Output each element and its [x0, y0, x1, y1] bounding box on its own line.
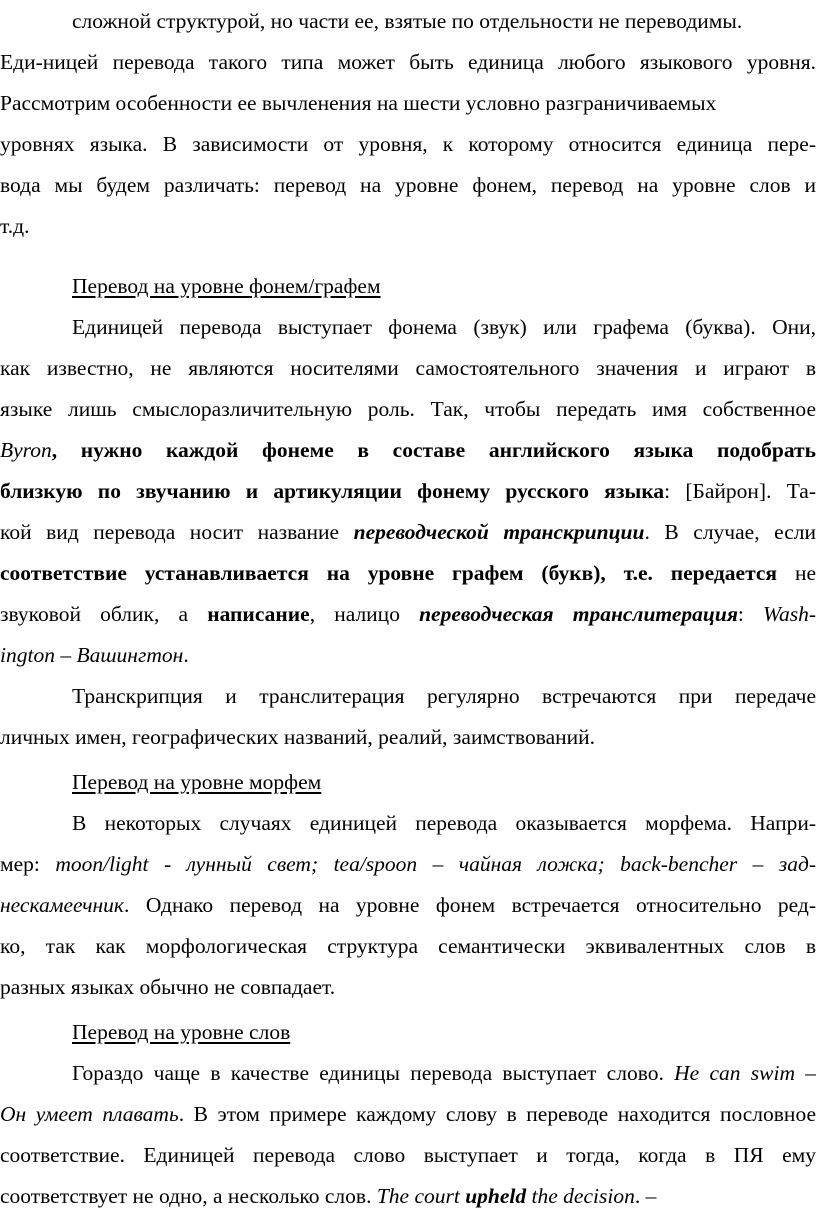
text-line: Еди-ницей перевода такого типа может быть единица любого языкового уровня.	[0, 50, 816, 74]
text-line: ко, так как морфологическая структура семантически эквивалентных слов в	[0, 934, 816, 958]
text-line: Рассмотрим особенности ее вычленения на шести условно разграничиваемых	[0, 91, 717, 115]
text-line: Транскрипция и транслитерация регулярно встречаются при передаче	[72, 684, 816, 708]
text-line: разных языках обычно не совпадает.	[0, 975, 336, 999]
text-line: соответствие. Единицей перевода слово выступает и тогда, когда в ПЯ ему	[0, 1143, 816, 1167]
section-heading-phonemes: Перевод на уровне фонем/графем	[72, 274, 381, 298]
text-line: Единицей перевода выступает фонема (звук) или графема (буква). Они,	[72, 315, 816, 339]
text-line: ington – Вашингтон.	[0, 643, 189, 667]
text-line: уровнях языка. В зависимости от уровня, к которому относится единица пере-	[0, 132, 816, 156]
text-line: Он умеет плавать. В этом примере каждому слову в переводе находится пословное	[0, 1102, 816, 1126]
text-line: нескамеечник. Однако перевод на уровне фонем встречается относительно ред-	[0, 893, 816, 917]
text-line: кой вид перевода носит название переводческой транскрипции. В случае, если	[0, 520, 816, 544]
text-line: звуковой облик, а написание, налицо переводческая транслитерация: Wash-	[0, 602, 816, 626]
text-line: мер: moon/light - лунный свет; tea/spoon – чайная ложка; back-bencher – зад-	[0, 852, 816, 876]
text-line: соответствие устанавливается на уровне графем (букв), т.е. передается не	[0, 561, 816, 585]
text-line: В некоторых случаях единицей перевода оказывается морфема. Напри-	[72, 811, 816, 835]
text-line: вода мы будем различать: перевод на уровне фонем, перевод на уровне слов и	[0, 173, 816, 197]
text-line: личных имен, географических названий, реалий, заимствований.	[0, 725, 596, 749]
text-line: Byron, нужно каждой фонеме в составе английского языка подобрать	[0, 438, 816, 462]
text-line: близкую по звучанию и артикуляции фонему русского языка: [Байрон]. Та-	[0, 479, 816, 503]
text-line: языке лишь смыслоразличительную роль. Так, чтобы передать имя собственное	[0, 397, 816, 421]
text-line: соответствует не одно, а несколько слов. The court upheld the decision. –	[0, 1184, 657, 1208]
section-heading-morphemes: Перевод на уровне морфем	[72, 770, 322, 794]
section-heading-words: Перевод на уровне слов	[72, 1020, 291, 1044]
text-line: Гораздо чаще в качестве единицы перевода выступает слово. He can swim –	[72, 1061, 816, 1085]
text-line: т.д.	[0, 214, 30, 238]
text-line: сложной структурой, но части ее, взятые по отдельности не переводимы.	[72, 9, 743, 33]
text-line: как известно, не являются носителями самостоятельного значения и играют в	[0, 356, 816, 380]
